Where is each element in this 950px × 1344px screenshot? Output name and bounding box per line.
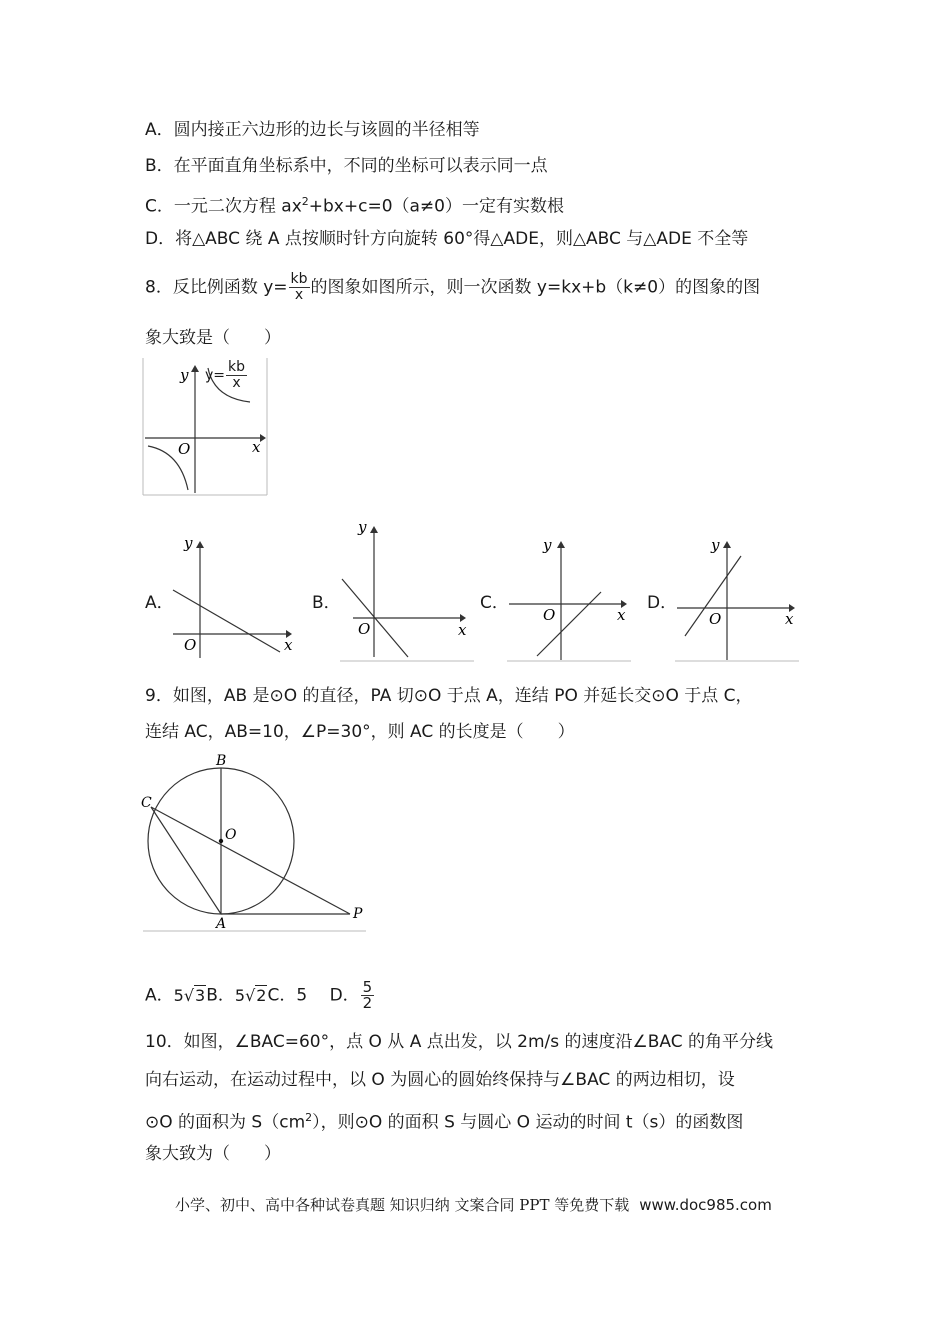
q9-label-p: P (353, 906, 363, 922)
q9-option-b-label: B． (206, 985, 235, 1006)
q9-options (145, 980, 375, 1011)
q7-option-a: A．圆内接正六边形的边长与该圆的半径相等 (145, 120, 480, 140)
q9-stem-line2: 连结 AC，AB=10，∠P=30°，则 AC 的长度是（ ） (145, 722, 575, 742)
q9-chord-ac (151, 807, 221, 914)
q9-option-d-label: D． (329, 985, 360, 1006)
q9-option-c: C．5 (267, 985, 308, 1006)
q7-option-d: D．将△ABC 绕 A 点按顺时针方向旋转 60°得△ADE，则△ABC 与△ADE 不全等 (145, 229, 749, 249)
q7-option-c-sup: 2 (301, 195, 309, 208)
q8-graph-eq-num: kb (228, 359, 246, 375)
q8-stem (145, 272, 760, 303)
q10-line3-suffix: ），则⊙O 的面积 S 与圆心 O 运动的时间 t（s）的函数图 (312, 1112, 744, 1133)
q9-label-o: O (225, 827, 237, 843)
q8-y-label: y (180, 366, 189, 384)
q8-frac-num: kb (290, 271, 308, 287)
q8-graph-equation (205, 360, 248, 391)
q8-option-d-graph (673, 530, 803, 665)
q10-line3-prefix: ⊙O 的面积为 S（cm (145, 1112, 306, 1133)
q7-option-b: B．在平面直角坐标系中，不同的坐标可以表示同一点 (145, 156, 548, 176)
q7-option-c (145, 190, 564, 219)
svg-text:x: x (284, 636, 293, 654)
svg-text:y: y (711, 536, 720, 554)
q8-graph-eq-frac (226, 360, 247, 391)
page-footer (175, 1194, 772, 1215)
q7-option-c-prefix: C．一元二次方程 ax (145, 196, 302, 217)
q8-option-c-label: C． (480, 593, 509, 613)
q9-stem-line1: 9．如图，AB 是⊙O 的直径，PA 切⊙O 于点 A，连结 PO 并延长交⊙O 于点 C， (145, 686, 753, 706)
svg-text:y: y (184, 534, 193, 552)
q10-stem-line1: 10．如图，∠BAC=60°，点 O 从 A 点出发，以 2m/s 的速度沿∠BAC 的角平分线 (145, 1032, 774, 1052)
q8-frac-den: x (294, 287, 304, 303)
q8-stem-line2: 象大致是（ ） (145, 328, 281, 348)
svg-text:O: O (184, 636, 197, 654)
q8-option-a-graph (168, 530, 298, 665)
q10-stem-line2: 向右运动，在运动过程中，以 O 为圆心的圆始终保持与∠BAC 的两边相切，设 (145, 1070, 735, 1090)
q8-option-a-label: A． (145, 593, 174, 613)
q8-x-label: x (252, 438, 261, 456)
q8-graph-eq-prefix: y= (205, 367, 226, 384)
q8-option-b-graph (338, 515, 478, 665)
q8-option-c-graph (505, 530, 635, 665)
svg-text:x: x (785, 610, 794, 628)
q9-option-b-value: 5√2 (234, 985, 267, 1005)
svg-text:x: x (458, 621, 467, 639)
q10-stem-line4: 象大致为（ ） (145, 1144, 281, 1164)
q9-option-d-value: $\frac{5}{2}$ (362, 978, 373, 1012)
q9-center-dot (219, 839, 223, 843)
q9-line-pc (151, 807, 350, 914)
footer-text: 小学、初中、高中各种试卷真题 知识归纳 文案合同 PPT 等免费下载 (175, 1196, 630, 1214)
q8-suffix: 的图象如图所示，则一次函数 y=kx+b（k≠0）的图象的图 (310, 277, 761, 298)
q8-fraction (289, 272, 310, 303)
svg-text:O: O (358, 620, 371, 638)
svg-text:O: O (543, 606, 556, 624)
q8-option-b-label: B． (312, 593, 341, 613)
q9-option-a-value: 5√3 (173, 985, 206, 1005)
q9-label-c: C (141, 795, 152, 811)
q9-circle-diagram (140, 752, 370, 934)
svg-text:O: O (709, 610, 722, 628)
svg-text:x: x (617, 606, 626, 624)
q8-prefix: 8．反比例函数 y= (145, 277, 288, 298)
q8-graph-eq-den: x (232, 375, 241, 391)
q8-origin-label: O (178, 440, 191, 458)
footer-url[interactable]: www.doc985.com (639, 1196, 772, 1214)
svg-text:y: y (358, 518, 367, 536)
q7-option-c-suffix: +bx+c=0（a≠0）一定有实数根 (308, 196, 564, 217)
q8-option-c-line (537, 592, 601, 656)
q10-stem-line3 (145, 1106, 743, 1135)
q10-line3-sup: 2 (305, 1111, 313, 1124)
q9-label-b: B (216, 753, 227, 769)
q8-option-d-label: D． (647, 593, 678, 613)
svg-text:y: y (543, 536, 552, 554)
q9-option-a-label: A． (145, 985, 174, 1006)
q9-label-a: A (216, 916, 227, 932)
